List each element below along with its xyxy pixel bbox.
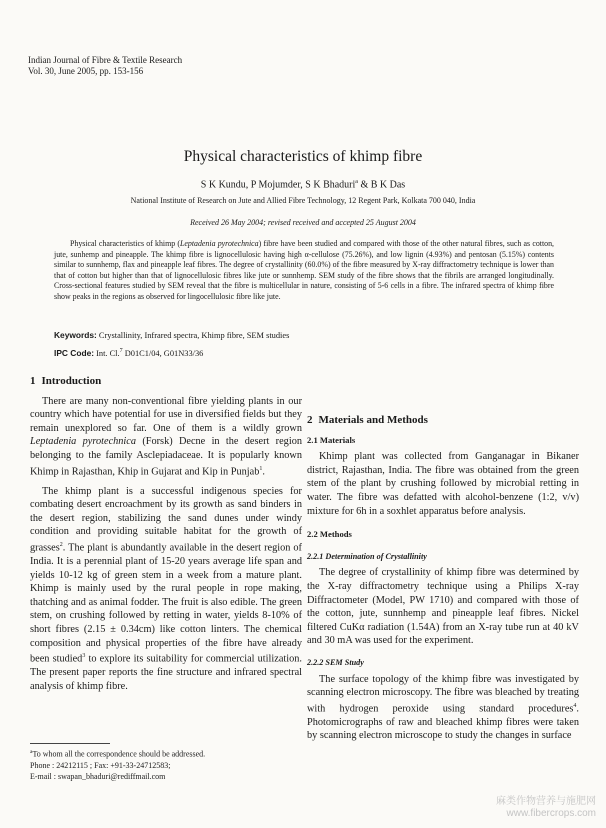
watermark-line-1: 麻类作物营养与施肥网 xyxy=(496,796,596,807)
affiliation: National Institute of Research on Jute and Allied Fibre Technology, 12 Regent Park, Kolkata 700 040, India xyxy=(130,196,476,205)
intro-p2-text-c: to explore its suitability for commercial utilization. The present paper reports the fine structure and infrared spectral analysis of khimp fibre. xyxy=(30,653,302,692)
authors-last: & B K Das xyxy=(357,179,406,191)
intro-paragraph-2 xyxy=(30,485,302,694)
footnote xyxy=(30,747,290,782)
footnote-line-1 xyxy=(30,747,290,760)
footnote-text: To whom all the correspondence should be addressed. xyxy=(32,749,206,759)
citation-ref: 2 xyxy=(59,541,63,548)
footnote-phone: Phone : 24212115 ; Fax: +91-33-24712583; xyxy=(30,760,171,770)
abstract-text-2: ) fibre have been studied and compared with those of the other natural fibres, such as cotton, jute, sunhemp and pineapple. The khimp fibre is lignocellulosic having high α-cellulose (75.26%), and low lignin (4.93%) and pentosan (5.15%) contents similar to sunnhemp, flax and pineapple leaf fibres. The degree of crystallinity (60.0%) of the fibre measured by X-ray diffractometry technique is lower than that of cotton but higher than that of lignocellulosic fibres like jute or sunnhemp. SEM study of the fibre shows that the fibrils are arranged longitudinally. Cross-sectional features studied by SEM reveal that the fibre is multicellular in nature, consisting of 5-6 cells in a fibre. The infrared spectra of khimp fibre show peaks in the regions as observed for lingocellulosic fibre like jute. xyxy=(54,239,555,301)
ipc-codes: D01C1/04, G01N33/36 xyxy=(122,349,204,358)
footnote-mark: a xyxy=(30,749,33,755)
paper-title: Physical characteristics of khimp fibre xyxy=(183,148,423,165)
abstract xyxy=(54,239,554,302)
intro-p1-text-a: There are many non-conventional fibre yielding plants in our country which have potential for use in diversified fields but they remain unexplored so far. One of them is a wildly grown xyxy=(30,395,302,434)
keywords-text: Crystallinity, Infrared spectra, Khimp fibre, SEM studies xyxy=(96,331,290,340)
intro-p1-text-b: (Forsk) Decne in the desert region belonging to the family Asclepiadaceae. It is popularly known Khimp in Rajasthan, Khip in Gujarat and Kip in Punjab xyxy=(30,436,302,477)
subsubsection-heading: 2.2.1 Determination of Crystallinity xyxy=(307,551,427,561)
subsection-heading: 2.1 Materials xyxy=(307,434,356,445)
journal-name: Indian Journal of Fibre & Textile Research xyxy=(28,55,183,65)
citation-ref: 4 xyxy=(573,702,577,709)
section-number: 1 xyxy=(30,375,36,387)
authors-main: S K Kundu, P Mojumder, S K Bhaduri xyxy=(200,179,356,191)
watermark xyxy=(496,796,596,820)
watermark-line-2: www.fibercrops.com xyxy=(506,808,596,819)
subsubsection-heading: 2.2.2 SEM Study xyxy=(307,657,364,667)
intro-p1-text-c: . xyxy=(262,465,265,477)
materials-paragraph: Khimp plant was collected from Ganganagar in Bikaner district, Rajasthan, India. The fibre was obtained from the green stem of the plant by crushing followed by microbial retting in water. The fibre was defatted with alcohol-benzene (1:2, v/v) mixture for 6h in a soxhlet apparatus before analysis. xyxy=(307,451,579,517)
abstract-text-1: Physical characteristics of khimp ( xyxy=(70,239,181,248)
section-number: 2 xyxy=(307,414,313,426)
materials-heading-visible xyxy=(307,414,579,428)
citation-ref: 1 xyxy=(259,465,263,472)
subsection-heading: 2.2 Methods xyxy=(307,529,352,540)
received-dates: Received 26 May 2004; revised received and accepted 25 August 2004 xyxy=(190,218,416,227)
ipc-text: Int. Cl. xyxy=(94,349,120,358)
footnote-email: E-mail : swapan_bhaduri@rediffmail.com xyxy=(30,771,166,781)
intro-species: Leptadenia pyrotechnica xyxy=(30,436,137,448)
intro-paragraph-1 xyxy=(30,395,302,479)
ipc-label: IPC Code: xyxy=(54,348,95,358)
ipc-code xyxy=(54,348,203,358)
abstract-species: Leptadenia pyrotechnica xyxy=(180,239,259,248)
sem-paragraph xyxy=(307,673,579,743)
section-title: Introduction xyxy=(41,375,102,387)
journal-volume: Vol. 30, June 2005, pp. 153-156 xyxy=(28,66,144,76)
intro-p2-text-b: . The plant is abundantly available in the desert region of India. It is a perennial plant of 15-20 years average life span and yields 10-12 kg of green stem in a week from a mature plant. Khimp is mainly used by the rural people in rope making, thatching and as animal fodder. The fruit is also edible. The green stem, on crushing followed by retting in water, yields 8-10% of short fibres (2.15 ± 0.34cm) like cotton linters. The chemical composition and physical properties of the fibre have already been studied xyxy=(30,542,302,665)
footnote-rule xyxy=(30,743,110,744)
authors xyxy=(0,179,606,190)
section-title: Materials and Methods xyxy=(318,414,428,426)
introduction-heading xyxy=(30,375,302,389)
sem-text-b: . Photomicrographs of raw and bleached khimp fibres were taken by scanning electron microscope to study the changes in surface xyxy=(307,703,579,742)
crystallinity-paragraph: The degree of crystallinity of khimp fibre was determined by the X-ray diffractometry technique using a Philips X-ray Diffractometer (Model, PW 1710) and compared with those of the cotton, jute, sunnhemp and pineapple leaf fibres. Nickel filtered CuKα radiation (1.54A) from an X-ray tube run at 40 kV and 30 mA was used for the experiment. xyxy=(307,567,579,647)
corresponding-mark: a xyxy=(355,179,358,185)
intro-p2-text-a: The khimp plant is a successful indigenous species for combating desert encroachment by its growth as sand binders in the desert region, stabilizing the sand dunes under windy condition and providing suitable habitat for the growth of grasses xyxy=(30,485,302,554)
citation-ref: 3 xyxy=(82,653,86,660)
keywords xyxy=(54,330,289,340)
ipc-sup: 7 xyxy=(119,348,123,355)
left-column xyxy=(30,375,302,693)
sem-text-a: The surface topology of the khimp fibre was investigated by scanning electron microscopy. The fibre was bleached by treating with hydrogen peroxide using standard procedures xyxy=(307,673,579,715)
keywords-label: Keywords: xyxy=(54,330,97,340)
materials-section xyxy=(307,414,579,743)
journal-header xyxy=(28,55,182,77)
